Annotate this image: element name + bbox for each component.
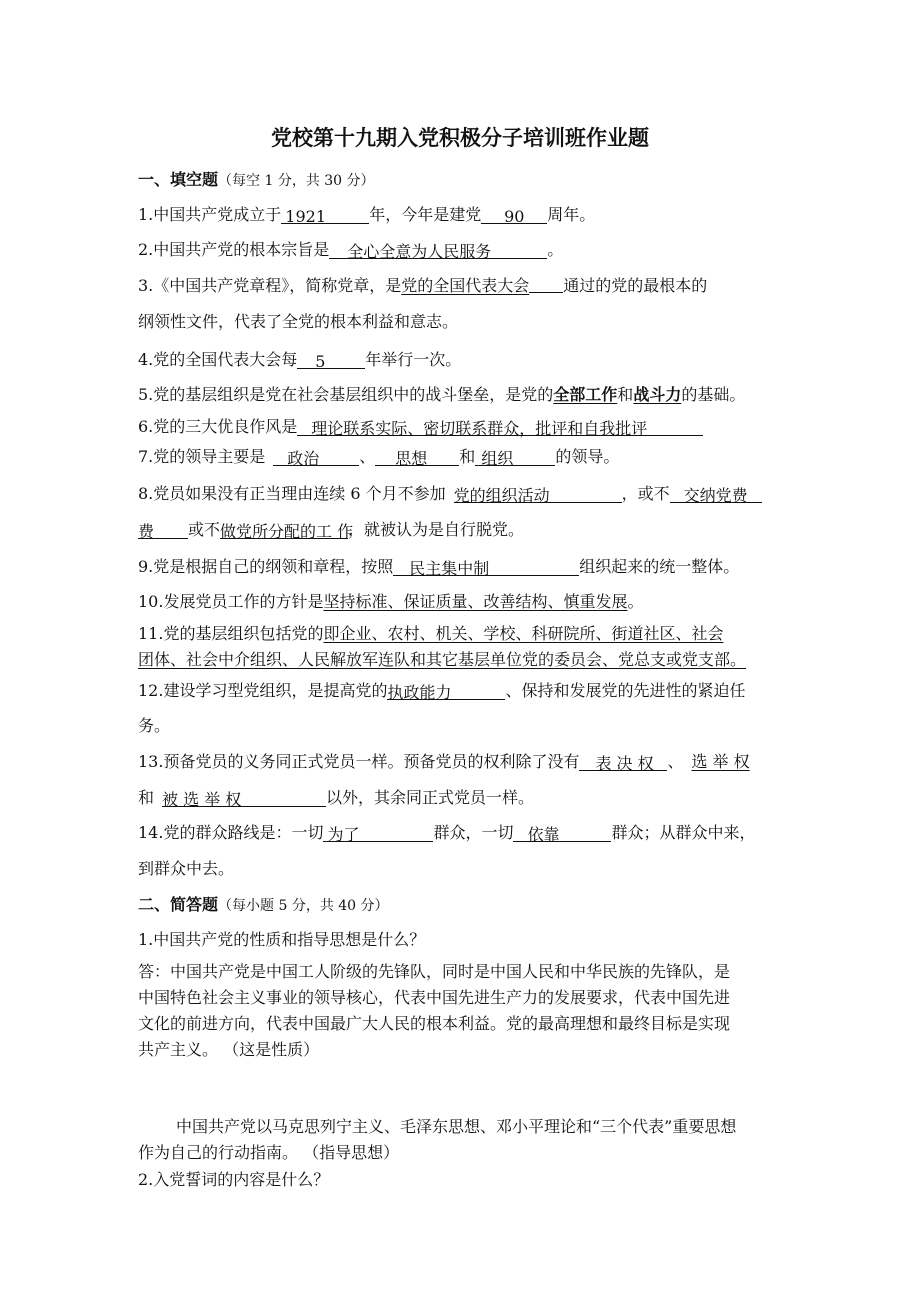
question-4 (138, 350, 461, 370)
q14-blank-2 (513, 825, 611, 842)
q12-text-2: 、保持和发展党的先进性的紧迫任 (505, 681, 746, 700)
q12-line-2: 务。 (138, 716, 171, 735)
q6-blank-1 (297, 419, 703, 436)
q14-answer-2: 依靠 (527, 825, 560, 844)
q6-answer-1: 理论联系实际、密切联系群众，批评和自我批评 (311, 419, 648, 438)
question-5 (138, 385, 745, 405)
q13-answer-3: 被 选 举 权 (162, 790, 242, 809)
q2-text: 2.中国共产党的根本宗旨是 (138, 240, 330, 259)
q4-text: 4.党的全国代表大会每 (138, 350, 298, 369)
q13-blank-1 (579, 754, 667, 771)
sq1-answer-para2-line-1: 中国共产党以马克思列宁主义、毛泽东思想、邓小平理论和“三个代表”重要思想 (176, 1117, 737, 1136)
q13-blank-3 (162, 790, 326, 807)
q9-blank-1 (393, 559, 579, 576)
q10-text-2: 。 (627, 592, 644, 611)
q9-answer-1: 民主集中制 (409, 559, 490, 578)
q1-blank-2 (481, 207, 547, 224)
q5-text-2: 和 (617, 385, 634, 404)
section2-header (138, 895, 389, 916)
q8-answer-2-cont: 费 (138, 522, 155, 541)
q13-text-2: 、 (667, 752, 684, 771)
q13-answer-2: 选 举 权 (691, 752, 750, 771)
q8-blank-2 (670, 486, 762, 503)
section2-heading: 二、简答题 (138, 895, 219, 914)
question-10 (138, 592, 643, 612)
q12-answer-1: 执政能力 (387, 683, 452, 702)
q14-text-3: 群众；从群众中来， (611, 823, 756, 842)
section1-note: （每空 1 分，共 30 分） (218, 173, 375, 189)
q14-line-2: 到群众中去。 (138, 859, 235, 878)
question-2 (138, 240, 563, 260)
q13-text: 13.预备党员的义务同正式党员一样。预备党员的权利除了没有 (138, 752, 580, 771)
q2-answer-1: 全心全意为人民服务 (347, 242, 492, 261)
q10-text: 10.发展党员工作的方针是 (138, 592, 324, 611)
q1-answer-2: 90 (504, 207, 525, 226)
q7-text-4: 的领导。 (555, 447, 620, 466)
q11-answer-1-cont: 团体、社会中介组织、人民解放军连队 (138, 650, 411, 669)
q7-answer-2: 思想 (395, 449, 428, 468)
q13-text-4: 以外，其余同正式党员一样。 (326, 788, 535, 807)
q1-text-2: 年，今年是建党 (369, 205, 482, 224)
question-9 (138, 557, 739, 577)
q9-text-2: 组织起来的统一整体。 (579, 557, 740, 576)
q4-blank-1 (297, 352, 365, 369)
q3-text: 3.《中国共产党章程》，简称党章，是 (138, 276, 402, 295)
q8-blank-2-cont (138, 522, 188, 539)
q7-text-2: 、 (359, 447, 376, 466)
q4-text-2: 年举行一次。 (365, 350, 462, 369)
section1-header (138, 170, 375, 191)
question-1 (138, 205, 595, 225)
q5-text-3: 的基础。 (681, 385, 746, 404)
q4-answer-1: 5 (315, 352, 326, 371)
q1-answer-1: 1921 (285, 207, 326, 226)
question-8 (138, 484, 762, 504)
q3-text-2: 通过的党的最根本的 (563, 276, 708, 295)
q3-blank-tail (529, 276, 563, 293)
q11-text: 11.党的基层组织包括党的 (138, 624, 324, 643)
q8-text-3: 或不 (188, 520, 221, 539)
q12-text: 12.建设学习型党组织，是提高党的 (138, 681, 388, 700)
q1-text: 1.中国共产党成立于 (138, 205, 282, 224)
question-13-line-2 (138, 788, 534, 808)
q9-text: 9.党是根据自己的纲领和章程，按照 (138, 557, 394, 576)
q8-blank-3 (220, 522, 354, 541)
q7-answer-1: 政治 (287, 449, 320, 468)
q12-blank-1 (387, 683, 505, 700)
q3-line-2: 纲领性文件，代表了全党的根本利益和意志。 (138, 312, 459, 331)
q7-blank-2 (375, 449, 459, 466)
q10-answer-1: 坚持标准、保证质量、改善结构、慎重发展 (323, 592, 628, 611)
q7-blank-3 (475, 449, 555, 466)
page-title: 党校第十九期入党积极分子培训班作业题 (271, 126, 649, 150)
question-13 (138, 752, 750, 772)
q14-answer-1: 为了 (327, 825, 360, 844)
sq1-answer-line-1: 答：中国共产党是中国工人阶级的先锋队，同时是中国人民和中华民族的先锋队，是 (138, 962, 731, 981)
q14-text: 14.党的群众路线是：一切 (138, 823, 324, 842)
question-12 (138, 681, 745, 701)
q7-text: 7.党的领导主要是 (138, 447, 266, 466)
sq1-answer-line-4: 共产主义。 （这是性质） (138, 1040, 320, 1059)
q14-text-2: 群众，一切 (433, 823, 514, 842)
question-3 (138, 276, 707, 296)
q6-text: 6.党的三大优良作风是 (138, 417, 298, 436)
q8-blank-1 (454, 486, 622, 503)
q13-answer-1: 表 决 权 (595, 754, 654, 773)
question-7 (138, 447, 619, 467)
q8-answer-3: 做党所分配的工 作 (220, 522, 354, 541)
q7-blank-1 (273, 449, 359, 466)
q8-text-2: ，或不 (621, 484, 670, 503)
q11-text-2: 和其它基层单位党的委员会、党总支或党支部。 (410, 650, 747, 669)
q7-answer-3: 组织 (481, 449, 514, 468)
question-11 (138, 624, 723, 644)
q7-text-3: 和 (459, 447, 476, 466)
question-8-line-2 (138, 520, 524, 540)
q5-text: 5.党的基层组织是党在社会基层组织中的战斗堡垒，是党的 (138, 385, 554, 404)
q8-text-4: ，就被认为是自行脱党。 (348, 520, 525, 539)
q8-text: 8.党员如果没有正当理由连续 6 个月不参加 (138, 484, 446, 503)
q3-answer-1: 党的全国代表大会 (401, 276, 530, 295)
q13-text-3: 和 (138, 788, 155, 807)
question-14 (138, 823, 755, 843)
q14-blank-1 (323, 825, 433, 842)
question-11-line-2 (138, 650, 746, 670)
sq1-answer-line-3: 文化的前进方向，代表中国最广大人民的根本利益。党的最高理想和最终目标是实现 (138, 1014, 731, 1033)
sq1-answer-line-2: 中国特色社会主义事业的领导核心，代表中国先进生产力的发展要求，代表中国先进 (138, 988, 731, 1007)
sq1-answer-para2-line-2: 作为自己的行动指南。 （指导思想） (138, 1143, 400, 1162)
short-question-1: 1.中国共产党的性质和指导思想是什么？ (138, 930, 426, 949)
q2-text-2: 。 (547, 240, 564, 259)
q5-answer-1: 全部工作 (553, 385, 618, 404)
section2-note: （每小题 5 分，共 40 分） (218, 898, 389, 914)
section1-heading: 一、填空题 (138, 170, 219, 189)
q2-blank-1 (329, 242, 547, 259)
q1-text-3: 周年。 (547, 205, 596, 224)
question-6 (138, 417, 703, 437)
q11-answer-1: 即企业、农村、机关、学校、科研院所、街道社区、社会 (323, 624, 724, 643)
q8-answer-2: 交纳党费 (683, 486, 748, 505)
q8-answer-1: 党的组织活动 (453, 486, 550, 505)
short-question-2: 2.入党誓词的内容是什么？ (138, 1170, 330, 1189)
q5-answer-2: 战斗力 (633, 385, 682, 404)
q1-blank-1 (281, 207, 369, 224)
